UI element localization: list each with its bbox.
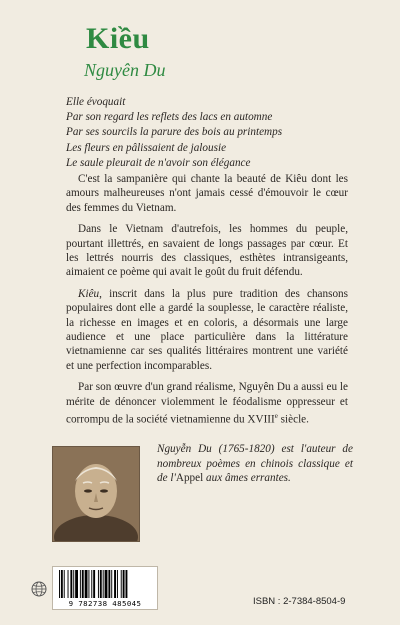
description-text [66,172,348,434]
barcode-bar [121,570,122,598]
paragraph-text: Par son œuvre d'un grand réalisme, Nguyên Du a aussi eu le mérite de dénoncer violemment le féodalisme oppresseur et corrompu de la société vietnamienne du XVIII [66,381,348,426]
barcode-bar [93,570,95,598]
barcode-bar [111,570,112,598]
barcode-bar [64,570,65,598]
barcode-bar [80,570,81,598]
globe-icon [31,581,47,597]
barcode-bar [123,570,125,598]
superscript: e [274,412,278,421]
barcode-bar [117,570,118,598]
poem-line: Par son regard les reflets des lacs en automne [66,111,273,124]
bio-appel: Appel [175,472,204,485]
barcode-bar [126,570,128,598]
barcode-bars [59,570,151,598]
barcode-bar [91,570,92,598]
barcode-bar [88,570,89,598]
poem-line: Par ses sourcils la parure des bois au printemps [66,126,283,139]
barcode-bar [68,570,69,598]
barcode-number: 9 782738 485045 [68,599,142,608]
book-title: Kiều [86,22,150,55]
poem-line: Elle évoquait [66,96,126,108]
bio-text: Nguyễn Du (1765-1820) est l'auteur de nombreux poèmes en chinois classique et de l' [157,443,353,485]
barcode-bar [100,570,102,598]
paragraph [66,287,348,373]
poem-excerpt [66,95,376,171]
author-portrait [52,446,140,542]
book-author: Nguyên Du [84,60,166,80]
paragraph: C'est la sampanière qui chante la beauté de Kiêu dont les amours malheureuses n'ont jamais cessé d'émouvoir le cœur des femmes du Vietnam. [66,173,348,214]
isbn-number: ISBN : 2-7384-8504-9 [253,596,346,607]
portrait-illustration [53,447,139,541]
barcode-bar [73,570,74,598]
barcode-bar [98,570,99,598]
paragraph-text: siècle. [277,413,309,426]
kieu-title-inline: Kiêu [78,287,100,300]
barcode-bar [114,570,116,598]
poem-line: Les fleurs en pâlissaient de jalousie [66,141,227,154]
paragraph-text: , inscrit dans la plus pure tradition des chansons populaires dont elle a gardé la souplesse, le caractère réaliste, la richesse en images et en coloris, a désormais une large audience et une place particulière dans la littérature vietnamienne car ses qualités littéraires montrent une variété et une perfection incomparables. [66,287,348,372]
barcode-bar [85,570,88,598]
poem-line: Le saule pleurait de n'avoir son élégance [66,156,251,169]
barcode-bar [59,570,60,598]
barcode-bar [75,570,78,598]
barcode-bar [103,570,104,598]
barcode [52,566,158,610]
paragraph: Dans le Vietnam d'autrefois, les hommes du peuple, pourtant illettrés, en savaient de longs passages par cœur. Et les lettrés nourris des classiques, esthètes intransigeants, aimaient ce poème qui avait le goût du fruit défendu. [66,223,348,279]
barcode-bar [105,570,108,598]
barcode-bar [61,570,63,598]
bio-text: aux âmes errantes. [203,472,291,485]
barcode-bar [70,570,72,598]
author-bio [157,442,353,486]
barcode-bar [82,570,84,598]
paragraph [66,380,348,427]
barcode-bar [108,570,110,598]
